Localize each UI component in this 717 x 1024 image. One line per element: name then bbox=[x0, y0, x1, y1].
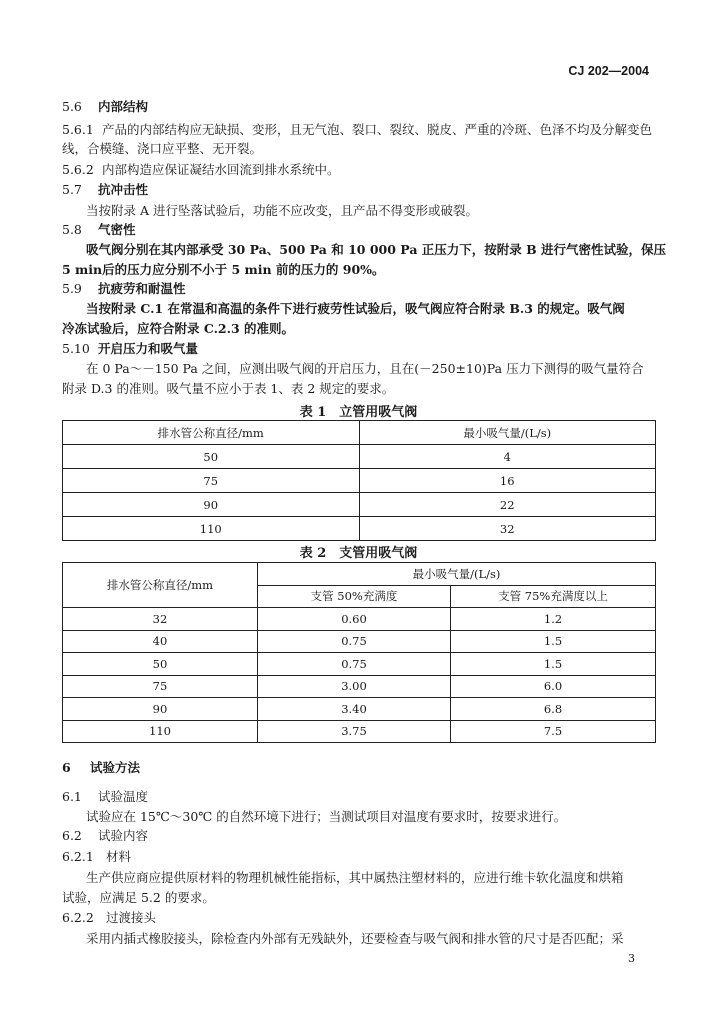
standard-number: CJ 202—2004 bbox=[568, 64, 649, 78]
table-cell: 0.60 bbox=[258, 608, 451, 631]
section-number: 6.1 bbox=[62, 789, 82, 804]
paragraph-continuation: 附录 D.3 的准则。吸气量不应小于表 1、表 2 规定的要求。 bbox=[62, 381, 395, 396]
table2 bbox=[62, 562, 656, 743]
section-title: 气密性 bbox=[98, 222, 136, 237]
table-cell: 75 bbox=[63, 469, 360, 493]
section-heading bbox=[62, 341, 198, 357]
table-cell: 110 bbox=[63, 517, 360, 541]
chapter-heading bbox=[62, 760, 140, 776]
paragraph: 生产供应商应提供原材料的物理机械性能指标，其中属热注塑材料的，应进行维卡软化温度和烘箱 bbox=[86, 870, 624, 885]
table-cell: 50 bbox=[63, 653, 258, 676]
table-row bbox=[63, 469, 656, 493]
table-row bbox=[63, 630, 656, 653]
table-row bbox=[63, 517, 656, 541]
table-row bbox=[63, 493, 656, 517]
paragraph-continuation: 冷冻试验后，应符合附录 C.2.3 的准则。 bbox=[62, 321, 295, 336]
table-row bbox=[63, 675, 656, 698]
paragraph bbox=[62, 122, 652, 138]
section-heading bbox=[62, 222, 136, 238]
section-title: 试验内容 bbox=[98, 828, 149, 843]
table-cell: 40 bbox=[63, 630, 258, 653]
section-title: 试验温度 bbox=[98, 789, 149, 804]
table-cell: 16 bbox=[359, 469, 656, 493]
section-heading bbox=[62, 99, 148, 115]
table-cell: 0.75 bbox=[258, 653, 451, 676]
section-heading bbox=[62, 828, 148, 844]
page-number: 3 bbox=[628, 952, 635, 965]
section-number: 6.2 bbox=[62, 828, 82, 843]
table-header-cell: 排水管公称直径/mm bbox=[63, 421, 360, 445]
table-cell: 1.5 bbox=[451, 653, 656, 676]
paragraph: 吸气阀分别在其内部承受 30 Pa、500 Pa 和 10 000 Pa 正压力下，按附录 B 进行气密性试验，保压 bbox=[86, 242, 667, 257]
section-heading bbox=[62, 182, 148, 198]
paragraph-continuation: 5 min后的压力应分别不小于 5 min 前的压力的 90%。 bbox=[62, 262, 385, 277]
clause-text: 内部构造应保证凝结水回流到排水系统中。 bbox=[102, 162, 340, 177]
paragraph: 采用内插式橡胶接头，除检查内外部有无残缺外，还要检查与吸气阀和排水管的尺寸是否匹配；采 bbox=[86, 931, 624, 946]
table-row bbox=[63, 445, 656, 469]
paragraph-continuation: 试验，应满足 5.2 的要求。 bbox=[62, 890, 215, 905]
section-number: 5.8 bbox=[62, 222, 82, 237]
section-title: 材料 bbox=[106, 849, 132, 864]
table-row bbox=[63, 608, 656, 631]
table-cell: 6.0 bbox=[451, 675, 656, 698]
section-heading bbox=[62, 281, 186, 297]
paragraph: 在 0 Pa～－150 Pa 之间，应测出吸气阀的开启压力，且在(－250±10)Pa 压力下测得的吸气量符合 bbox=[86, 361, 644, 376]
table-header-cell: 最小吸气量/(L/s) bbox=[359, 421, 656, 445]
table2-caption: 表 2 支管用吸气阀 bbox=[299, 546, 418, 561]
section-number: 5.10 bbox=[62, 341, 90, 356]
table-cell: 3.75 bbox=[258, 720, 451, 743]
table-cell: 1.5 bbox=[451, 630, 656, 653]
clause-number: 5.6.2 bbox=[62, 162, 94, 177]
table-header-row bbox=[63, 563, 656, 586]
section-number: 5.9 bbox=[62, 281, 82, 296]
section-heading bbox=[62, 910, 156, 926]
table-row bbox=[63, 698, 656, 721]
table-cell: 3.40 bbox=[258, 698, 451, 721]
table-cell: 90 bbox=[63, 698, 258, 721]
paragraph: 当按附录 C.1 在常温和高温的条件下进行疲劳性试验后，吸气阀应符合附录 B.3 的规定。吸气阀 bbox=[86, 301, 625, 316]
chapter-title: 试验方法 bbox=[90, 760, 141, 775]
table-cell: 75 bbox=[63, 675, 258, 698]
paragraph bbox=[62, 162, 340, 178]
section-number: 6.2.1 bbox=[62, 849, 94, 864]
table-header-group: 最小吸气量/(L/s) bbox=[258, 563, 656, 586]
section-heading bbox=[62, 789, 148, 805]
section-title: 内部结构 bbox=[98, 99, 149, 114]
table-cell: 3.00 bbox=[258, 675, 451, 698]
section-title: 过渡接头 bbox=[106, 910, 157, 925]
table1-caption: 表 1 立管用吸气阀 bbox=[299, 405, 418, 420]
table-cell: 50 bbox=[63, 445, 360, 469]
table-cell: 110 bbox=[63, 720, 258, 743]
section-title: 抗疲劳和耐温性 bbox=[98, 281, 186, 296]
paragraph: 当按附录 A 进行坠落试验后，功能不应改变，且产品不得变形或破裂。 bbox=[86, 203, 478, 218]
paragraph: 试验应在 15℃～30℃ 的自然环境下进行；当测试项目对温度有要求时，按要求进行。 bbox=[86, 809, 567, 824]
table-cell: 22 bbox=[359, 493, 656, 517]
table-cell: 90 bbox=[63, 493, 360, 517]
section-number: 5.6 bbox=[62, 99, 82, 114]
table-header-cell: 排水管公称直径/mm bbox=[63, 563, 258, 608]
table-row bbox=[63, 653, 656, 676]
section-number: 6.2.2 bbox=[62, 910, 94, 925]
table1 bbox=[62, 420, 656, 541]
table-cell: 6.8 bbox=[451, 698, 656, 721]
table-cell: 0.75 bbox=[258, 630, 451, 653]
section-title: 开启压力和吸气量 bbox=[98, 341, 199, 356]
table-cell: 7.5 bbox=[451, 720, 656, 743]
table-header-row bbox=[63, 421, 656, 445]
chapter-number: 6 bbox=[62, 760, 71, 775]
section-heading bbox=[62, 849, 131, 865]
table-subheader-cell: 支管 75%充满度以上 bbox=[451, 585, 656, 608]
table-cell: 4 bbox=[359, 445, 656, 469]
paragraph-continuation: 线，合模缝、浇口应平整、无开裂。 bbox=[62, 141, 263, 156]
clause-text: 产品的内部结构应无缺损、变形，且无气泡、裂口、裂纹、脱皮、严重的冷斑、色泽不均及分解变色 bbox=[102, 122, 653, 137]
section-title: 抗冲击性 bbox=[98, 182, 149, 197]
clause-number: 5.6.1 bbox=[62, 122, 94, 137]
table-cell: 1.2 bbox=[451, 608, 656, 631]
table-row bbox=[63, 720, 656, 743]
table-cell: 32 bbox=[63, 608, 258, 631]
section-number: 5.7 bbox=[62, 182, 82, 197]
table-subheader-cell: 支管 50%充满度 bbox=[258, 585, 451, 608]
table-cell: 32 bbox=[359, 517, 656, 541]
